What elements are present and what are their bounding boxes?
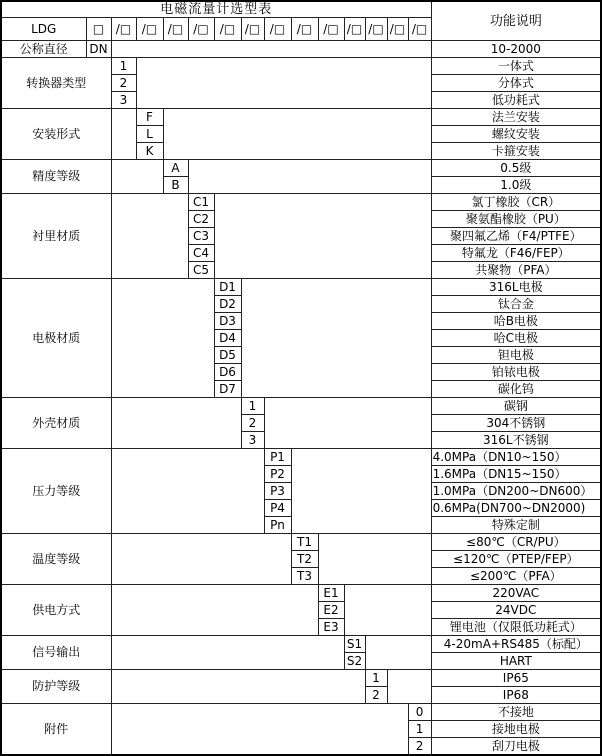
code-cell: D3 bbox=[214, 313, 241, 330]
description-cell: 共聚物（PFA） bbox=[431, 262, 601, 279]
code-cell: S2 bbox=[344, 653, 365, 670]
empty-span bbox=[111, 534, 291, 585]
category-label: 转换器类型 bbox=[1, 58, 111, 109]
description-cell: 304不锈钢 bbox=[431, 415, 601, 432]
model-base-box: □ bbox=[86, 18, 111, 41]
description-cell: 聚氨酯橡胶（PU） bbox=[431, 211, 601, 228]
code-cell: 3 bbox=[241, 432, 264, 449]
description-cell: HART bbox=[431, 653, 601, 670]
empty-span bbox=[264, 398, 431, 449]
model-prefix: LDG bbox=[1, 18, 86, 41]
empty-span bbox=[111, 194, 188, 279]
description-cell: 铂铱电极 bbox=[431, 364, 601, 381]
code-cell: 2 bbox=[241, 415, 264, 432]
description-cell: 卡箍安装 bbox=[431, 143, 601, 160]
page-title: 电磁流量计选型表 bbox=[1, 1, 431, 18]
empty-span bbox=[111, 449, 264, 534]
model-code-box: /□ bbox=[318, 18, 344, 41]
description-cell: 10-2000 bbox=[431, 41, 601, 58]
table-row bbox=[1, 1, 601, 18]
table-row bbox=[1, 398, 601, 415]
empty-span bbox=[111, 160, 163, 194]
code-cell: C4 bbox=[188, 245, 214, 262]
description-cell: 接地电极 bbox=[431, 721, 601, 738]
description-cell: 316L不锈钢 bbox=[431, 432, 601, 449]
empty-span bbox=[163, 109, 431, 160]
code-cell: A bbox=[163, 160, 188, 177]
empty-span bbox=[111, 279, 214, 398]
table-row bbox=[1, 704, 601, 721]
category-label: 安装形式 bbox=[1, 109, 111, 160]
code-cell: 2 bbox=[408, 738, 431, 756]
empty-span bbox=[365, 636, 431, 670]
code-cell: E3 bbox=[318, 619, 344, 636]
description-cell: 1.6MPa（DN15~150） bbox=[431, 466, 601, 483]
description-cell: 220VAC bbox=[431, 585, 601, 602]
code-cell: 1 bbox=[365, 670, 387, 687]
description-cell: 0.6MPa(DN700~DN2000) bbox=[431, 500, 601, 517]
table-row bbox=[1, 109, 601, 126]
code-cell: D4 bbox=[214, 330, 241, 347]
category-label: 防护等级 bbox=[1, 670, 111, 704]
empty-span bbox=[188, 160, 431, 194]
table-row bbox=[1, 670, 601, 687]
code-cell: K bbox=[136, 143, 163, 160]
table-row bbox=[1, 194, 601, 211]
description-cell: 法兰安装 bbox=[431, 109, 601, 126]
code-cell: 2 bbox=[111, 75, 136, 92]
code-cell: C2 bbox=[188, 211, 214, 228]
function-column-header: 功能说明 bbox=[431, 1, 601, 41]
description-cell: 1.0MPa（DN200~DN600） bbox=[431, 483, 601, 500]
model-code-box: /□ bbox=[163, 18, 188, 41]
empty-span bbox=[111, 670, 365, 704]
category-label: 公称直径 bbox=[1, 41, 86, 58]
description-cell: ≤200℃（PFA） bbox=[431, 568, 601, 585]
table-row bbox=[1, 41, 601, 58]
table-row bbox=[1, 636, 601, 653]
code-cell: S1 bbox=[344, 636, 365, 653]
code-cell: D6 bbox=[214, 364, 241, 381]
description-cell: 碳钢 bbox=[431, 398, 601, 415]
model-code-box: /□ bbox=[365, 18, 387, 41]
category-label: 供电方式 bbox=[1, 585, 111, 636]
model-code-box: /□ bbox=[241, 18, 264, 41]
code-cell: C1 bbox=[188, 194, 214, 211]
table-row bbox=[1, 58, 601, 75]
code-cell: T3 bbox=[291, 568, 318, 585]
model-code-box: /□ bbox=[188, 18, 214, 41]
code-cell: P3 bbox=[264, 483, 291, 500]
model-code-box: /□ bbox=[111, 18, 136, 41]
category-label: 精度等级 bbox=[1, 160, 111, 194]
category-label: 外壳材质 bbox=[1, 398, 111, 449]
empty-span bbox=[318, 534, 431, 585]
empty-span bbox=[344, 585, 431, 636]
code-cell: D7 bbox=[214, 381, 241, 398]
category-label: 温度等级 bbox=[1, 534, 111, 585]
code-cell: P1 bbox=[264, 449, 291, 466]
code-cell: D1 bbox=[214, 279, 241, 296]
description-cell: ≤120℃（PTEP/FEP） bbox=[431, 551, 601, 568]
description-cell: 氯丁橡胶（CR） bbox=[431, 194, 601, 211]
code-cell: P4 bbox=[264, 500, 291, 517]
description-cell: IP68 bbox=[431, 687, 601, 704]
description-cell: 1.0级 bbox=[431, 177, 601, 194]
description-cell: 哈B电极 bbox=[431, 313, 601, 330]
empty-span bbox=[111, 398, 241, 449]
category-label: 信号输出 bbox=[1, 636, 111, 670]
description-cell: 4.0MPa（DN10~150） bbox=[431, 449, 601, 466]
code-cell: E2 bbox=[318, 602, 344, 619]
code-cell: DN bbox=[86, 41, 111, 58]
empty-span bbox=[387, 670, 431, 704]
description-cell: 钽电极 bbox=[431, 347, 601, 364]
empty-span bbox=[214, 194, 431, 279]
category-label: 附件 bbox=[1, 704, 111, 756]
empty-span bbox=[136, 58, 431, 109]
table-row bbox=[1, 534, 601, 551]
description-cell: 4-20mA+RS485（标配） bbox=[431, 636, 601, 653]
empty-span bbox=[111, 636, 344, 670]
code-cell: C3 bbox=[188, 228, 214, 245]
description-cell: 316L电极 bbox=[431, 279, 601, 296]
model-code-box: /□ bbox=[264, 18, 291, 41]
description-cell: ≤80℃（CR/PU） bbox=[431, 534, 601, 551]
code-cell: 3 bbox=[111, 92, 136, 109]
empty-span bbox=[291, 449, 431, 534]
empty-span bbox=[111, 585, 318, 636]
code-cell: B bbox=[163, 177, 188, 194]
model-code-box: /□ bbox=[291, 18, 318, 41]
description-cell: 不接地 bbox=[431, 704, 601, 721]
table-row bbox=[1, 449, 601, 466]
table-row bbox=[1, 160, 601, 177]
description-cell: 哈C电极 bbox=[431, 330, 601, 347]
code-cell: 1 bbox=[408, 721, 431, 738]
description-cell: 碳化钨 bbox=[431, 381, 601, 398]
category-label: 压力等级 bbox=[1, 449, 111, 534]
code-cell: L bbox=[136, 126, 163, 143]
code-cell: P2 bbox=[264, 466, 291, 483]
description-cell: 刮刀电极 bbox=[431, 738, 601, 756]
description-cell: 0.5级 bbox=[431, 160, 601, 177]
empty-span bbox=[111, 704, 408, 756]
model-code-box: /□ bbox=[408, 18, 431, 41]
code-cell: Pn bbox=[264, 517, 291, 534]
description-cell: 聚四氟乙烯（F4/PTFE） bbox=[431, 228, 601, 245]
code-cell: 1 bbox=[241, 398, 264, 415]
description-cell: 锂电池（仅限低功耗式） bbox=[431, 619, 601, 636]
code-cell: 2 bbox=[365, 687, 387, 704]
category-label: 衬里材质 bbox=[1, 194, 111, 279]
description-cell: 一体式 bbox=[431, 58, 601, 75]
selection-table-body bbox=[1, 1, 601, 755]
model-code-box: /□ bbox=[214, 18, 241, 41]
description-cell: 24VDC bbox=[431, 602, 601, 619]
code-cell: F bbox=[136, 109, 163, 126]
table-row bbox=[1, 585, 601, 602]
code-cell: C5 bbox=[188, 262, 214, 279]
code-cell: 0 bbox=[408, 704, 431, 721]
model-code-box: /□ bbox=[344, 18, 365, 41]
code-cell: T2 bbox=[291, 551, 318, 568]
description-cell: 低功耗式 bbox=[431, 92, 601, 109]
code-cell: 1 bbox=[111, 58, 136, 75]
model-code-box: /□ bbox=[387, 18, 408, 41]
empty-span bbox=[241, 279, 431, 398]
description-cell: 钛合金 bbox=[431, 296, 601, 313]
empty-span bbox=[111, 41, 431, 58]
code-cell: D2 bbox=[214, 296, 241, 313]
description-cell: IP65 bbox=[431, 670, 601, 687]
description-cell: 特殊定制 bbox=[431, 517, 601, 534]
table-row bbox=[1, 279, 601, 296]
category-label: 电极材质 bbox=[1, 279, 111, 398]
description-cell: 螺纹安装 bbox=[431, 126, 601, 143]
code-cell: T1 bbox=[291, 534, 318, 551]
description-cell: 分体式 bbox=[431, 75, 601, 92]
code-cell: E1 bbox=[318, 585, 344, 602]
description-cell: 特氟龙（F46/FEP） bbox=[431, 245, 601, 262]
model-code-box: /□ bbox=[136, 18, 163, 41]
empty-span bbox=[111, 109, 136, 160]
code-cell: D5 bbox=[214, 347, 241, 364]
